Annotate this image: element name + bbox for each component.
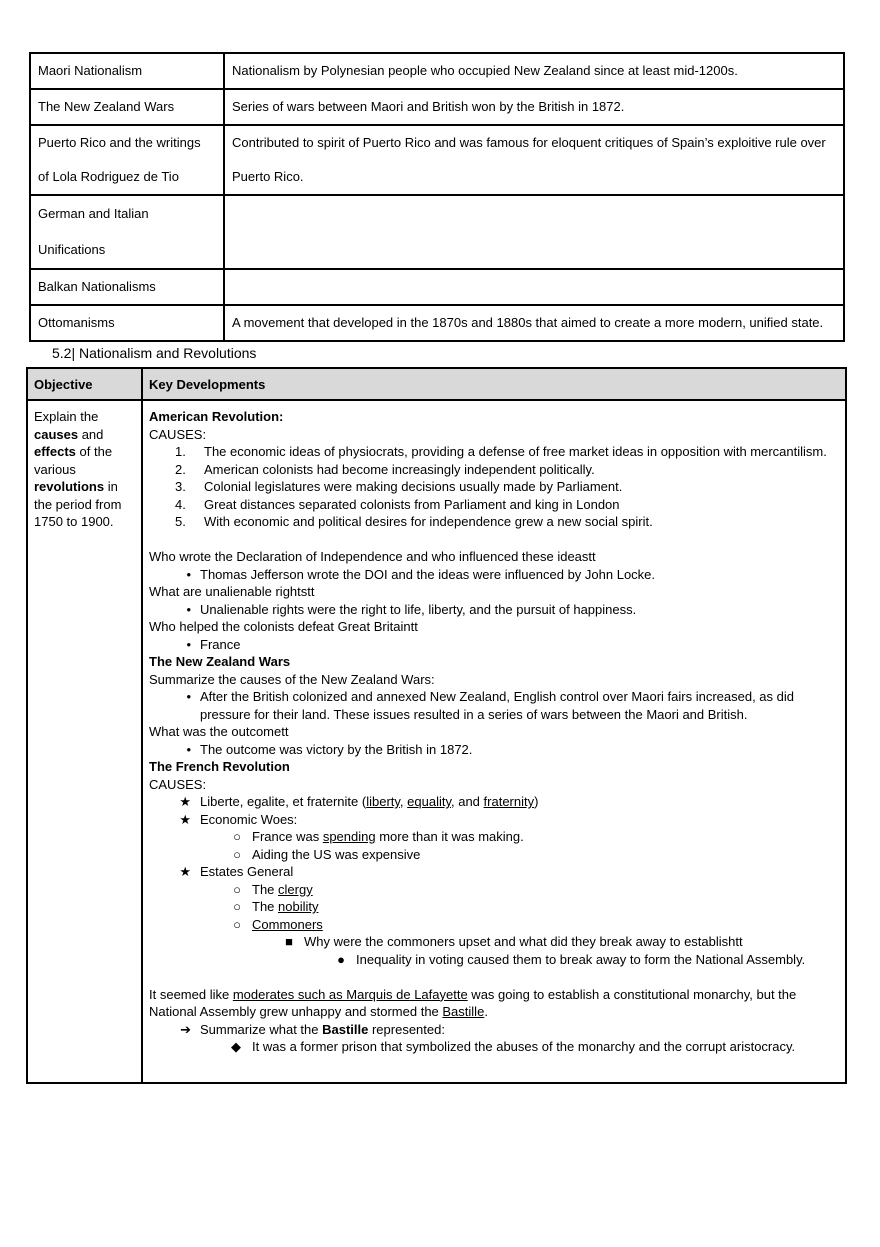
bold-term: causes: [34, 426, 79, 442]
list-item: [149, 898, 839, 916]
list-item: [149, 443, 839, 461]
underlined-term: liberty: [366, 794, 400, 809]
text-span: was going to establish a constitutional monarchy, but the: [467, 986, 797, 1002]
underlined-term: nobility: [278, 899, 319, 914]
list-item: [149, 741, 839, 759]
list-item-text: Economic Woes:: [200, 811, 298, 827]
causes-label: CAUSES:: [149, 776, 207, 792]
objective-text: [34, 478, 135, 496]
objective-text: [34, 443, 135, 461]
list-item-text: pressure for their land. These issues resulted in a series of wars between the Maori and British.: [200, 706, 748, 722]
definition-cell: Series of wars between Maori and British won by the British in 1872.: [224, 89, 844, 125]
circle-bullet-icon: ○: [233, 846, 241, 862]
table-row: [27, 400, 846, 1083]
term-line: Puerto Rico and the writings: [38, 135, 201, 150]
causes-label: CAUSES:: [149, 426, 207, 442]
american-revolution-title: American Revolution:: [149, 409, 284, 424]
table-row: [30, 305, 844, 341]
list-item: [149, 793, 839, 811]
text-span: The: [252, 881, 279, 897]
new-zealand-wars-title: The New Zealand Wars: [149, 654, 291, 669]
bold-term: Bastille: [322, 1021, 369, 1037]
list-item: [149, 513, 839, 531]
term-cell: Ottomanisms: [30, 305, 224, 341]
objective-text: Explain the: [34, 409, 99, 424]
list-item-text: The outcome was victory by the British in 1872.: [200, 741, 473, 757]
table-row: [30, 195, 844, 269]
definition-cell: A movement that developed in the 1870s and 1880s that aimed to create a more modern, unified state.: [224, 305, 844, 341]
question-text: What was the outcomett: [149, 724, 289, 739]
key-developments-header: Key Developments: [142, 368, 846, 400]
list-item-text: It was a former prison that symbolized the abuses of the monarchy and the corrupt aristocracy.: [252, 1039, 796, 1054]
table-row: [30, 53, 844, 89]
diamond-bullet-icon: ◆: [231, 1039, 241, 1054]
underlined-term: Bastille: [442, 1004, 485, 1019]
term-cell: Maori Nationalism: [30, 53, 224, 89]
text-span: It seemed like: [149, 986, 233, 1002]
list-item: [149, 461, 839, 479]
text-span: more than it was making.: [375, 829, 524, 844]
list-item: [149, 916, 839, 934]
question-text: Who wrote the Declaration of Independence and who influenced these ideastt: [149, 549, 596, 564]
list-item: [149, 1038, 839, 1056]
underlined-term: clergy: [278, 881, 313, 897]
list-item: [149, 933, 839, 951]
list-item: [149, 863, 839, 881]
underlined-term: equality: [407, 794, 451, 809]
table-row: [30, 125, 844, 195]
list-item-text: France: [200, 636, 241, 652]
list-number: 2.: [175, 461, 186, 477]
french-revolution-title: The French Revolution: [149, 759, 290, 774]
list-item-text: The economic ideas of physiocrats, providing a defense of free market ideas in opposition with mercantilism.: [204, 444, 827, 459]
section-heading: 5.2| Nationalism and Revolutions: [52, 345, 257, 361]
star-icon: ★: [179, 794, 191, 809]
text-span: ,: [399, 794, 408, 809]
term-cell: [30, 125, 224, 195]
arrow-icon: ➔: [180, 1021, 191, 1037]
square-bullet-icon: ■: [285, 934, 293, 949]
term-line: German and Italian: [38, 206, 149, 221]
term-cell: Balkan Nationalisms: [30, 269, 224, 305]
list-item: [149, 951, 839, 969]
dot-bullet-icon: ●: [337, 951, 345, 967]
table-row: [30, 89, 844, 125]
underlined-term: moderates such as Marquis de Lafayette: [232, 986, 468, 1002]
key-developments-cell: [142, 400, 846, 1083]
objective-text: various: [34, 461, 76, 477]
objective-text: 1750 to 1900.: [34, 514, 114, 529]
list-item-text: With economic and political desires for independence grew a new social spirit.: [204, 514, 653, 529]
objective-cell: [27, 400, 142, 1083]
definition-line: Puerto Rico.: [232, 169, 304, 184]
underlined-term: Commoners: [252, 916, 323, 932]
list-item: [149, 566, 839, 584]
text-span: ): [534, 794, 539, 809]
list-item-text: Aiding the US was expensive: [252, 846, 421, 862]
text-span: .: [484, 1004, 488, 1019]
definition-cell: [224, 269, 844, 305]
circle-bullet-icon: ○: [233, 916, 241, 932]
star-icon: ★: [179, 864, 191, 879]
list-number: 4.: [175, 496, 186, 512]
bold-term: effects: [34, 444, 76, 459]
text-span: in: [104, 479, 118, 494]
list-item-text: Estates General: [200, 864, 294, 879]
text-span: , and: [451, 794, 484, 809]
list-item: [149, 1021, 839, 1039]
list-item-text: Colonial legislatures were making decisions usually made by Parliament.: [204, 479, 623, 494]
text-span: France was: [252, 829, 323, 844]
circle-bullet-icon: ○: [233, 899, 241, 914]
definition-cell: Nationalism by Polynesian people who occupied New Zealand since at least mid-1200s.: [224, 53, 844, 89]
star-icon: ★: [179, 811, 191, 827]
list-number: 1.: [175, 444, 186, 459]
text-span: National Assembly grew unhappy and stormed the: [149, 1004, 443, 1019]
spacer: [149, 968, 839, 986]
list-item-text: Great distances separated colonists from Parliament and king in London: [204, 496, 620, 512]
question-text: What are unalienable rightstt: [149, 584, 315, 599]
objective-text: the period from: [34, 496, 122, 512]
text-span: represented:: [368, 1021, 445, 1037]
list-item-text: Why were the commoners upset and what did they break away to establishtt: [304, 934, 743, 949]
definition-cell: [224, 125, 844, 195]
list-item: [149, 601, 839, 619]
text-span: Summarize what the: [200, 1021, 323, 1037]
text-span: Liberte, egalite, et fraternite (: [200, 794, 367, 809]
question-text: Who helped the colonists defeat Great Britaintt: [149, 619, 418, 634]
list-item-text: American colonists had become increasingly independent politically.: [204, 461, 595, 477]
paragraph-line: [149, 986, 839, 1004]
definition-line: Contributed to spirit of Puerto Rico and was famous for eloquent critiques of Spain’s exploitive rule over: [232, 135, 826, 150]
definition-cell: [224, 195, 844, 269]
list-number: 3.: [175, 479, 186, 494]
text-span: and: [78, 426, 104, 442]
terms-table: [29, 52, 845, 342]
text-span: The: [252, 899, 279, 914]
list-item-continuation: [149, 706, 839, 724]
list-item: [149, 811, 839, 829]
table-row: [30, 269, 844, 305]
circle-bullet-icon: ○: [233, 881, 241, 897]
bullet-icon: •: [186, 636, 191, 652]
list-item-text: Inequality in voting caused them to break away to form the National Assembly.: [356, 951, 806, 967]
objectives-table: [26, 367, 847, 1084]
term-cell: The New Zealand Wars: [30, 89, 224, 125]
paragraph-line: [149, 1003, 839, 1021]
term-line: Unifications: [38, 242, 106, 257]
question-text: Summarize the causes of the New Zealand Wars:: [149, 671, 435, 687]
list-item: [149, 496, 839, 514]
term-line: of Lola Rodriguez de Tio: [38, 169, 179, 184]
list-item: [149, 478, 839, 496]
list-item: [149, 688, 839, 706]
bold-term: revolutions: [34, 479, 105, 494]
underlined-term: spending: [322, 829, 376, 844]
bullet-icon: •: [186, 741, 191, 757]
list-item: [149, 846, 839, 864]
bullet-icon: •: [186, 601, 191, 617]
list-number: 5.: [175, 514, 186, 529]
spacer: [149, 531, 839, 549]
list-item: [149, 636, 839, 654]
circle-bullet-icon: ○: [233, 829, 241, 844]
bullet-icon: •: [186, 566, 191, 582]
objective-header: Objective: [27, 368, 142, 400]
underlined-term: fraternity: [483, 794, 535, 809]
list-item: [149, 828, 839, 846]
header-row: [27, 368, 846, 400]
text-span: of the: [75, 444, 113, 459]
term-cell: [30, 195, 224, 269]
bullet-icon: •: [186, 689, 191, 704]
list-item-text: After the British colonized and annexed New Zealand, English control over Maori fairs increased, as did: [200, 689, 794, 704]
list-item: [149, 881, 839, 899]
list-item-text: Thomas Jefferson wrote the DOI and the ideas were influenced by John Locke.: [200, 566, 656, 582]
objective-text: [34, 426, 135, 444]
list-item-text: Unalienable rights were the right to life, liberty, and the pursuit of happiness.: [200, 601, 637, 617]
